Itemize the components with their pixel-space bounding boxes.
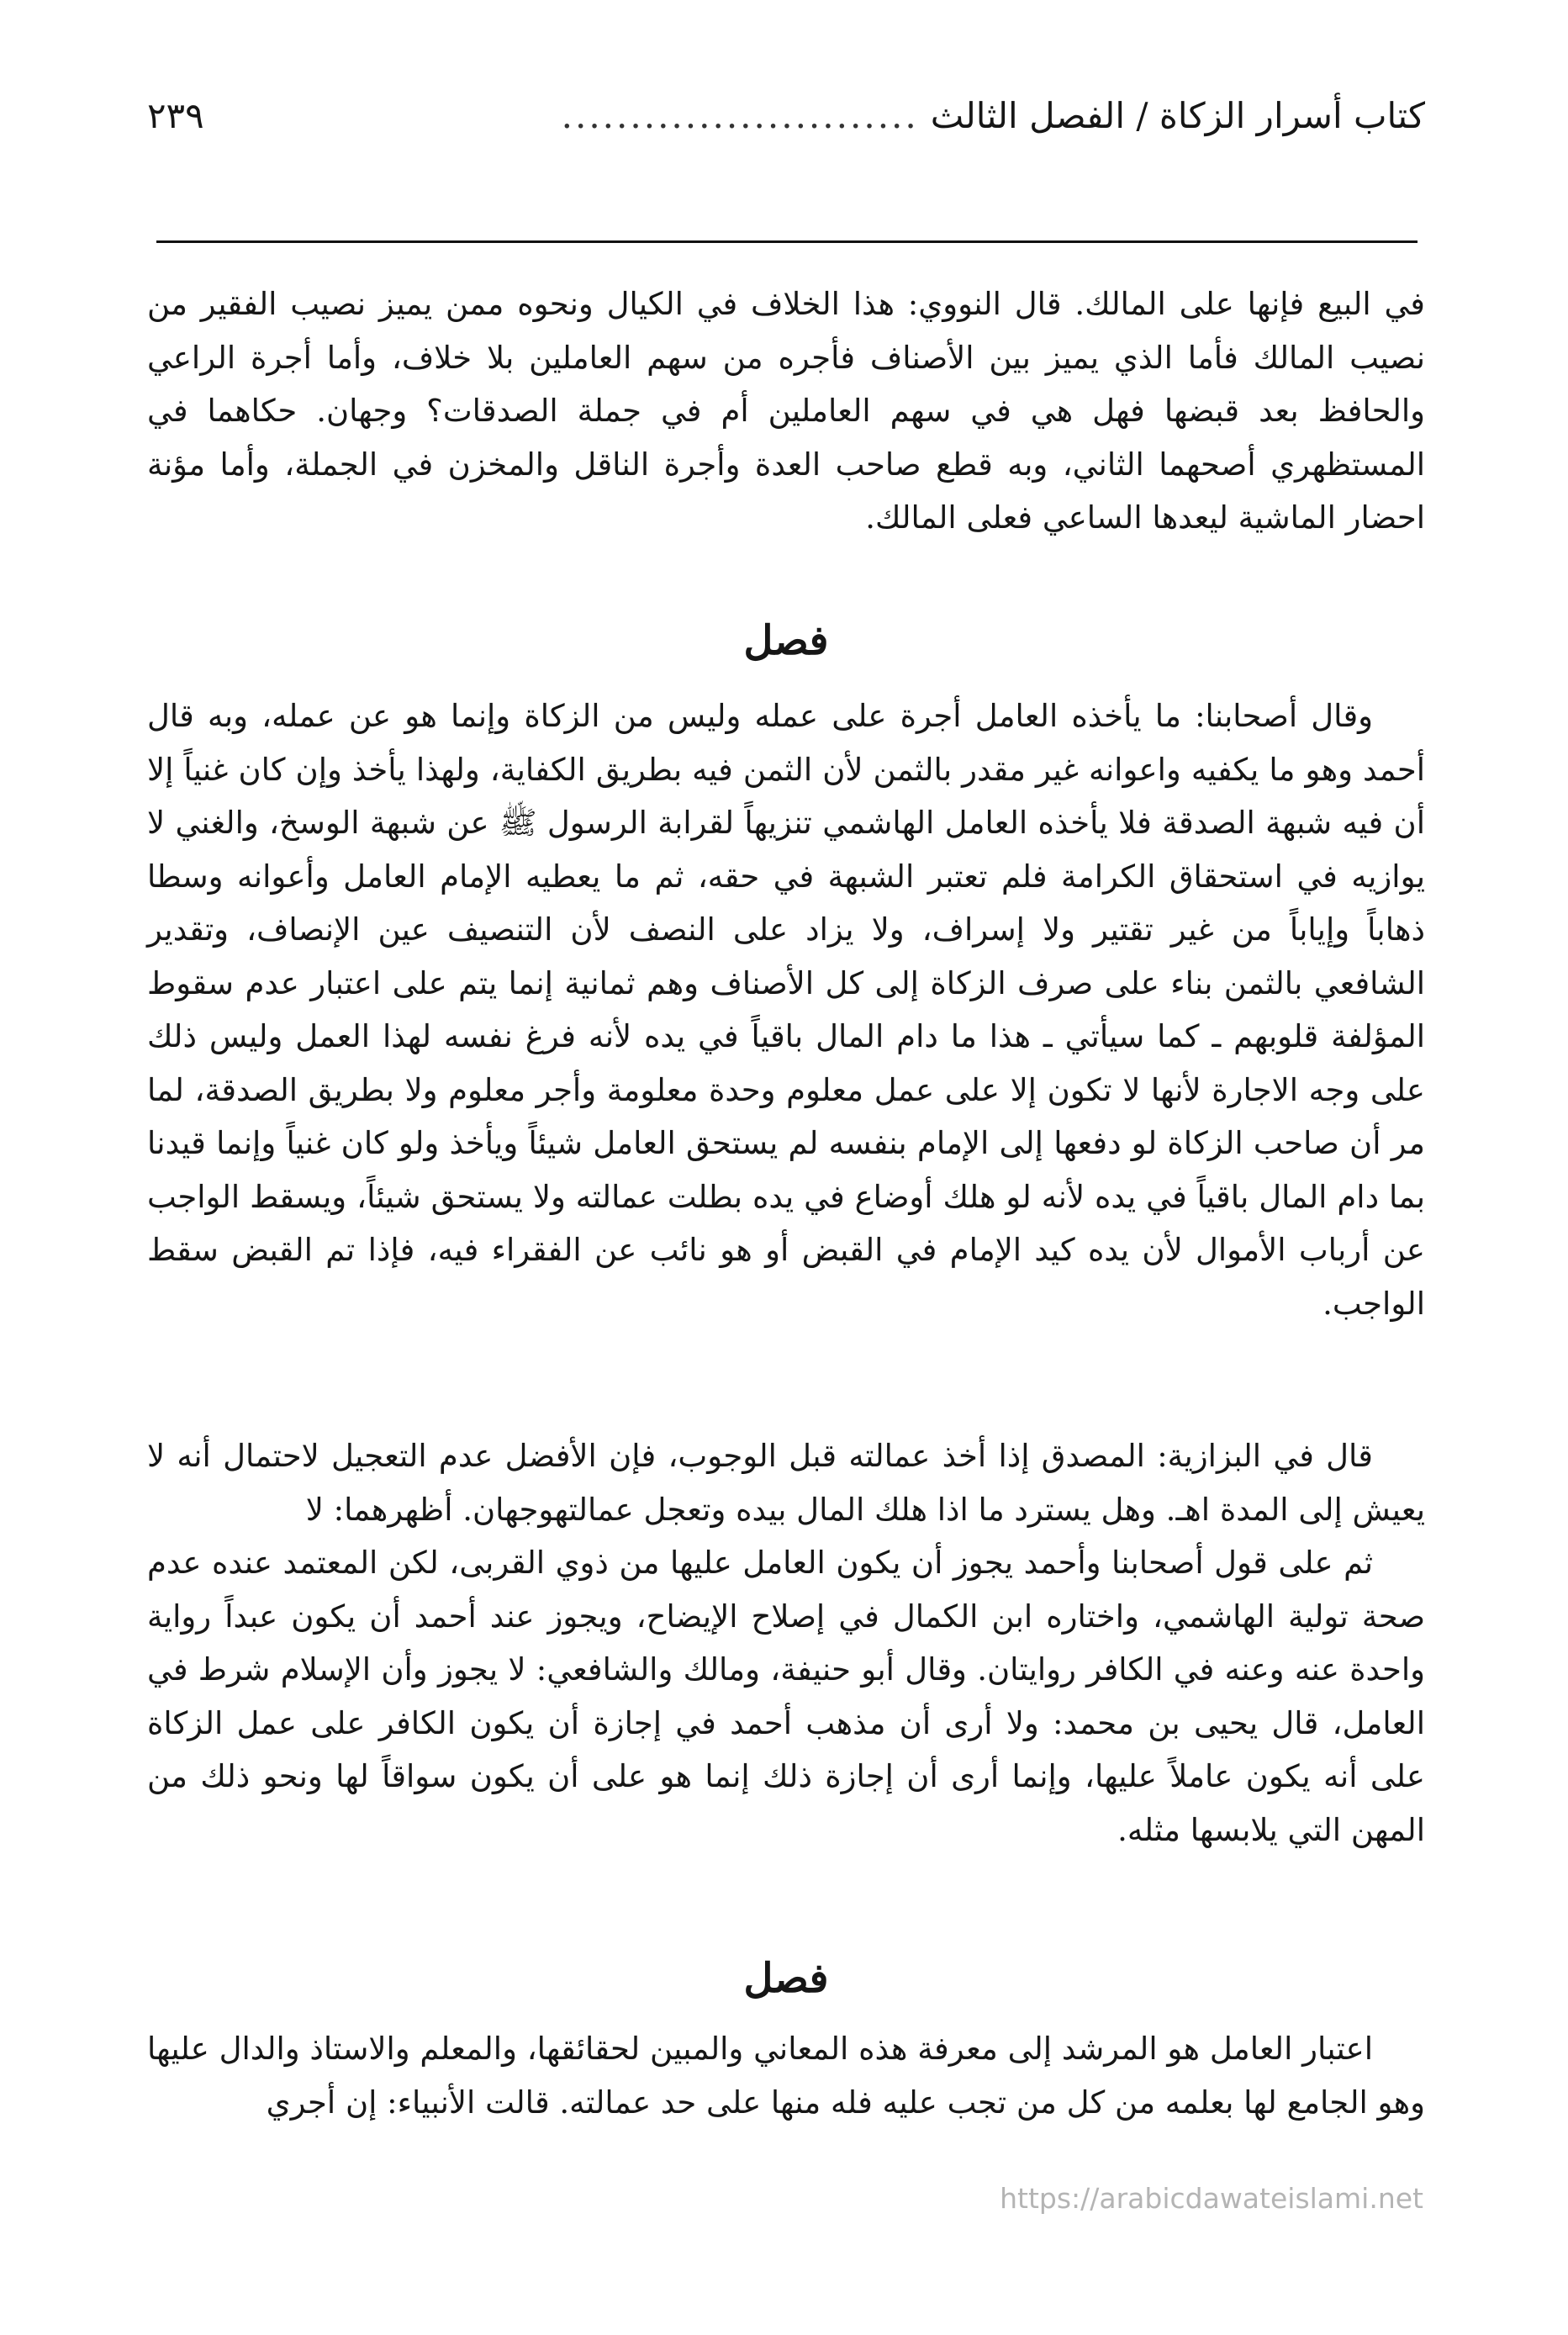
section-1-text bbox=[147, 689, 1425, 1330]
section-2-text bbox=[147, 2022, 1425, 2129]
paragraph-4: ثم على قول أصحابنا وأحمد يجوز أن يكون العامل عليها من ذوي القربى، لكن المعتمد عنده عدم صحة تولية الهاشمي، واختاره ابن الكمال في إصلاح الإيضاح، ويجوز عند أحمد أن يكون عبداً رواية واحدة عنه وعنه في الكافر روايتان. وقال أبو حنيفة، ومالك والشافعي: لا يجوز وأن الإسلام شرط في العامل، قال يحيى بن محمد: ولا أرى أن مذهب أحمد في إجازة أن يكون الكافر على عمل الزكاة على أنه يكون عاملاً عليها، وإنما أرى أن إجازة ذلك إنما هو على أن يكون سواقاً لها ونحو ذلك من المهن التي يلابسها مثله. bbox=[147, 1545, 1425, 1848]
section-1-continuation bbox=[147, 1429, 1425, 1857]
running-header bbox=[147, 91, 1425, 141]
paragraph-1: في البيع فإنها على المالك. قال النووي: هذا الخلاف في الكيال ونحوه ممن يميز نصيب الفقير من نصيب المالك فأما الذي يميز بين الأصناف فأجره من سهم العاملين بلا خلاف، وأما أجرة الراعي والحافظ بعد قبضها فهل هي في سهم العاملين أم في جملة الصدقات؟ وجهان. حكاهما في المستظهري أصحهما الثاني، وبه قطع صاحب العدة وأجرة الناقل والمخزن في الجملة، وأما مؤنة احضار الماشية ليعدها الساعي فعلى المالك. bbox=[147, 286, 1425, 536]
paragraph-3: قال في البزازية: المصدق إذا أخذ عمالته قبل الوجوب، فإن الأفضل عدم التعجيل لاحتمال أنه لا يعيش إلى المدة اهـ. وهل يسترد ما اذا هلك المال بيده وتعجل عمالتهوجهان. أظهرهما: لا bbox=[147, 1438, 1425, 1528]
paragraph-5: اعتبار العامل هو المرشد إلى معرفة هذه المعاني والمبين لحقائقها، والمعلم والاستاذ والدال عليها وهو الجامع لها بعلمه من كل من تجب عليه فله منها على حد عمالته. قالت الأنبياء: إن أجري bbox=[147, 2031, 1425, 2121]
running-header-leader-dots: .......................... bbox=[561, 95, 919, 136]
header-rule bbox=[156, 240, 1418, 243]
page-number: ٢٣٩ bbox=[147, 95, 204, 136]
section-heading-1: فصل bbox=[743, 617, 829, 664]
watermark-url: https://arabicdawateislami.net bbox=[1000, 2182, 1423, 2215]
section-heading-2: فصل bbox=[743, 1955, 829, 2002]
paragraph-2: وقال أصحابنا: ما يأخذه العامل أجرة على عمله وليس من الزكاة وإنما هو عن عمله، وبه قال أحمد وهو ما يكفيه واعوانه غير مقدر بالثمن لأن الثمن فيه بطريق الكفاية، ولهذا يأخذ وإن كان غنياً إلا أن فيه شبهة الصدقة فلا يأخذه العامل الهاشمي تنزيهاً لقرابة الرسول ﷺ عن شبهة الوسخ، والغني لا يوازيه في استحقاق الكرامة فلم تعتبر الشبهة في حقه، ثم ما يعطيه الإمام العامل وأعوانه وسطا ذهاباً وإياباً من غير تقتير ولا إسراف، ولا يزاد على النصف لأن التنصيف عين الإنصاف، وتقدير الشافعي بالثمن بناء على صرف الزكاة إلى كل الأصناف وهم ثمانية إنما يتم على اعتبار عدم سقوط المؤلفة قلوبهم ـ كما سيأتي ـ هذا ما دام المال باقياً في يده لأنه فرغ نفسه لهذا العمل وليس ذلك على وجه الاجارة لأنها لا تكون إلا على عمل معلوم وحدة معلومة وأجر معلوم ولا بطريق الصدقة، لما مر أن صاحب الزكاة لو دفعها إلى الإمام بنفسه لم يستحق العامل شيئاً ويأخذ ولو كان غنياً وإنما قيدنا بما دام المال باقياً في يده لأنه لو هلك أوضاع في يده بطلت عمالته ولا يستحق شيئاً، ويسقط الواجب عن أرباب الأموال لأن يده كيد الإمام في القبض أو هو نائب عن الفقراء فيه، فإذا تم القبض سقط الواجب. bbox=[147, 698, 1425, 1322]
footnote-continuation-block bbox=[147, 277, 1425, 545]
running-header-title: كتاب أسرار الزكاة / الفصل الثالث bbox=[930, 95, 1425, 136]
